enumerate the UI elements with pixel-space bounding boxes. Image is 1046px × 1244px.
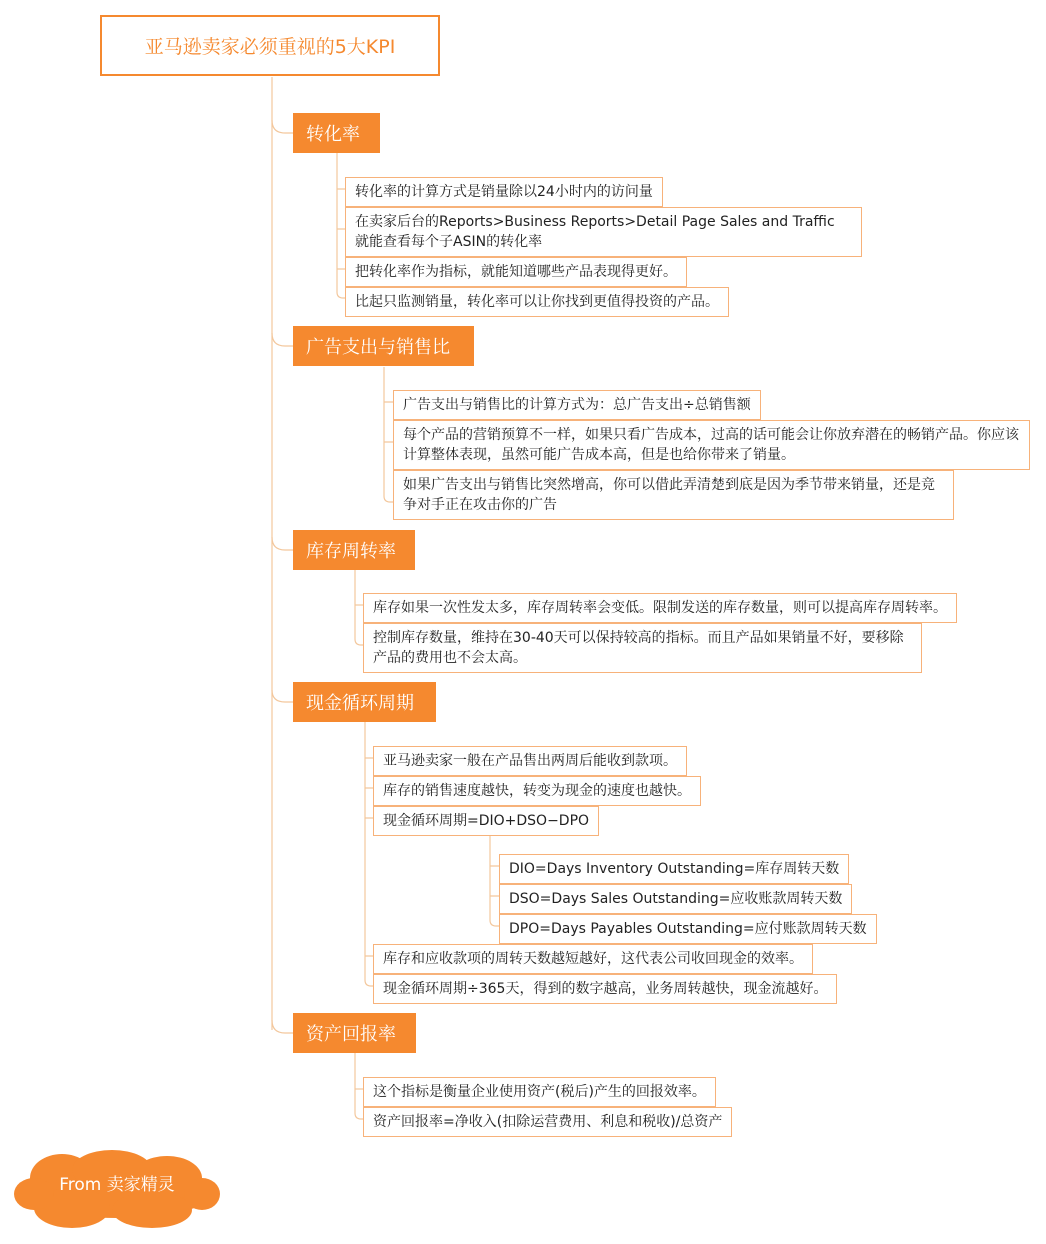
topic-conversion-rate: 转化率	[293, 113, 380, 153]
leaf-item: 控制库存数量，维持在30-40天可以保持较高的指标。而且产品如果销量不好，要移除产品的费用也不会太高。	[363, 623, 922, 673]
leaf-item: 资产回报率=净收入(扣除运营费用、利息和税收)/总资产	[363, 1107, 732, 1137]
leaf-item: 这个指标是衡量企业使用资产(税后)产生的回报效率。	[363, 1077, 716, 1107]
sub-leaf-item: DSO=Days Sales Outstanding=应收账款周转天数	[499, 884, 852, 914]
source-badge: From 卖家精灵	[59, 1175, 175, 1195]
leaf-item: 广告支出与销售比的计算方式为：总广告支出÷总销售额	[393, 390, 761, 420]
sub-leaf-item: DIO=Days Inventory Outstanding=库存周转天数	[499, 854, 849, 884]
topic-cash-cycle: 现金循环周期	[293, 682, 436, 722]
leaf-item: 比起只监测销量，转化率可以让你找到更值得投资的产品。	[345, 287, 729, 317]
root-topic: 亚马逊卖家必须重视的5大KPI	[100, 15, 440, 76]
leaf-item: 在卖家后台的Reports>Business Reports>Detail Page Sales and Traffic 就能查看每个子ASIN的转化率	[345, 207, 862, 257]
leaf-item: 库存如果一次性发太多，库存周转率会变低。限制发送的库存数量，则可以提高库存周转率。	[363, 593, 957, 623]
leaf-item: 库存的销售速度越快，转变为现金的速度也越快。	[373, 776, 701, 806]
leaf-item: 现金循环周期÷365天，得到的数字越高，业务周转越快，现金流越好。	[373, 974, 837, 1004]
topic-inventory-turnover: 库存周转率	[293, 530, 415, 570]
leaf-item: 亚马逊卖家一般在产品售出两周后能收到款项。	[373, 746, 687, 776]
topic-acos: 广告支出与销售比	[293, 326, 474, 366]
leaf-item: 库存和应收款项的周转天数越短越好，这代表公司收回现金的效率。	[373, 944, 813, 974]
leaf-item: 转化率的计算方式是销量除以24小时内的访问量	[345, 177, 663, 207]
leaf-item: 把转化率作为指标，就能知道哪些产品表现得更好。	[345, 257, 687, 287]
sub-leaf-item: DPO=Days Payables Outstanding=应付账款周转天数	[499, 914, 877, 944]
leaf-item: 如果广告支出与销售比突然增高，你可以借此弄清楚到底是因为季节带来销量，还是竞争对手正在攻击你的广告	[393, 470, 954, 520]
leaf-item: 现金循环周期=DIO+DSO−DPO	[373, 806, 599, 836]
leaf-item: 每个产品的营销预算不一样，如果只看广告成本，过高的话可能会让你放弃潜在的畅销产品。你应该计算整体表现，虽然可能广告成本高，但是也给你带来了销量。	[393, 420, 1030, 470]
topic-roa: 资产回报率	[293, 1013, 416, 1053]
